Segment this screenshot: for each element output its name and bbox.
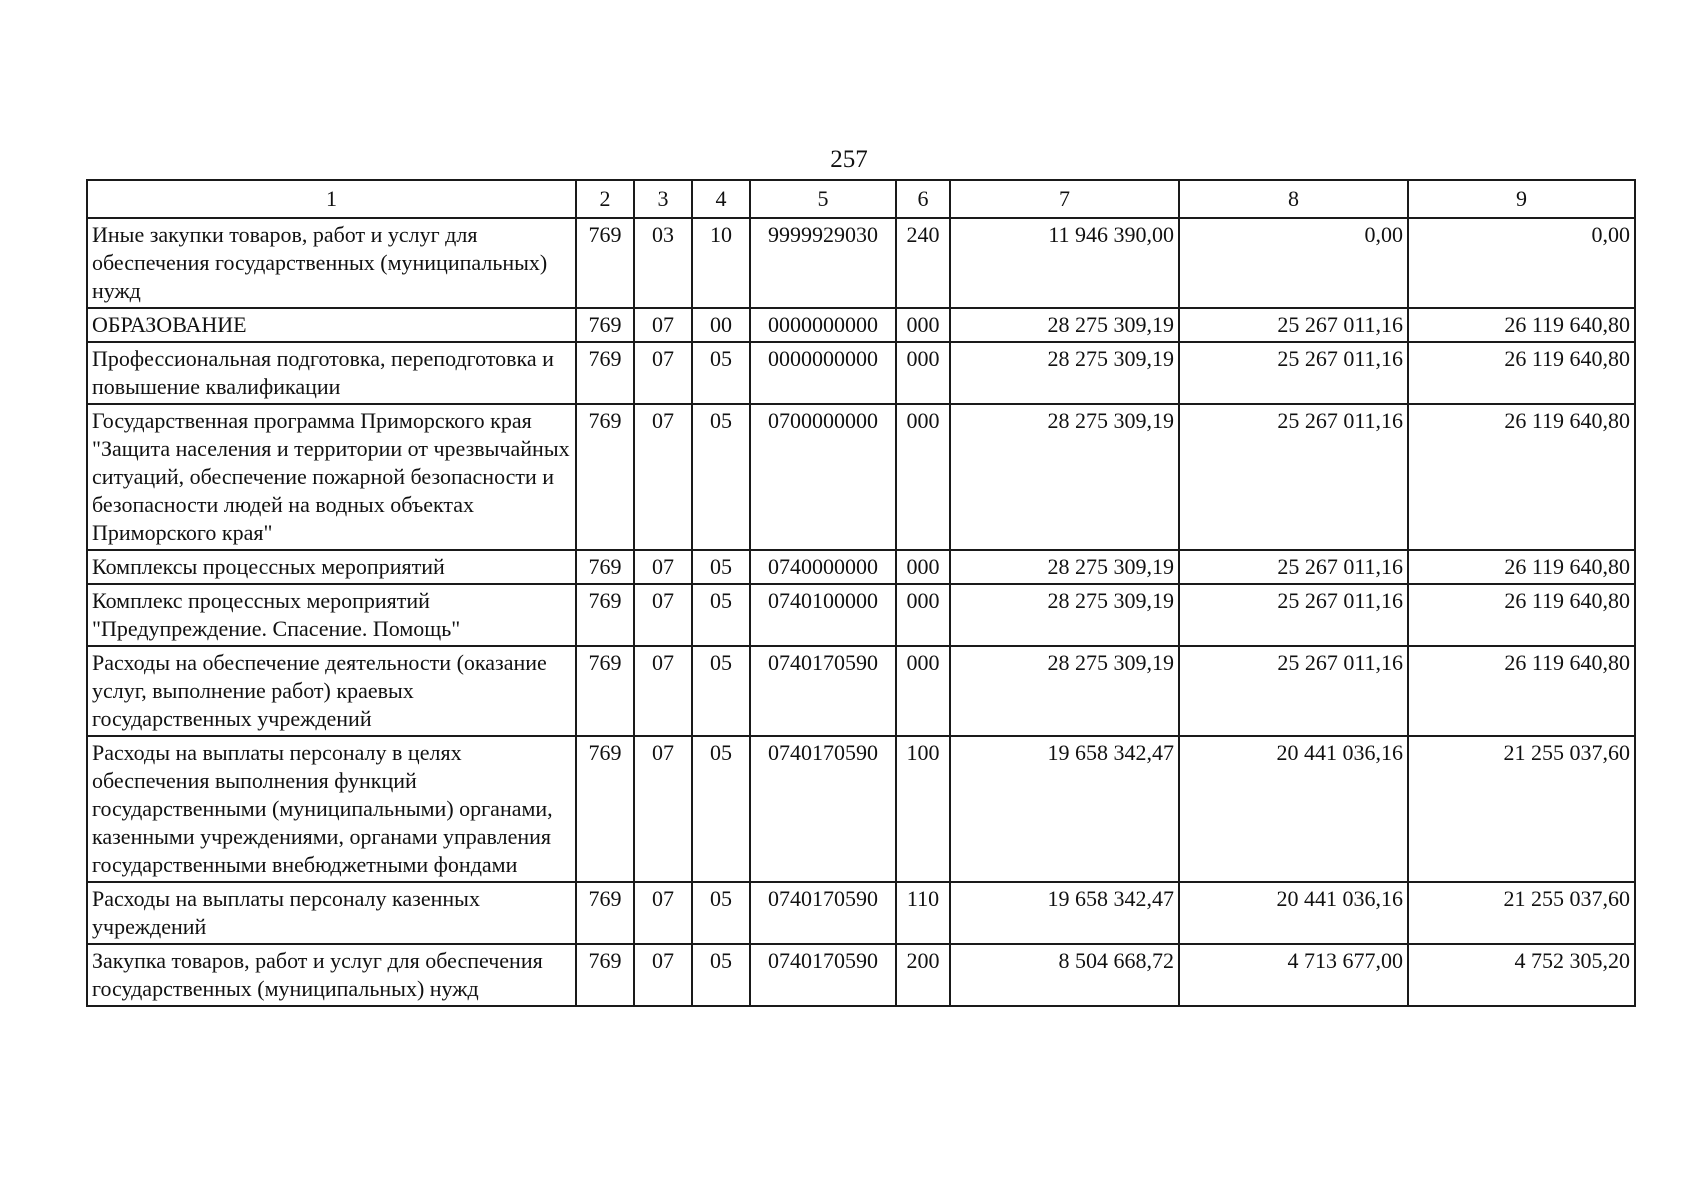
- row-col-5: 0740170590: [750, 944, 896, 1006]
- row-col-8: 25 267 011,16: [1179, 584, 1408, 646]
- row-col-4: 10: [692, 218, 750, 308]
- table-row: [87, 218, 1635, 308]
- row-col-5: 0740100000: [750, 584, 896, 646]
- row-col-4: 05: [692, 944, 750, 1006]
- row-col-6: 000: [896, 646, 950, 736]
- row-col-2: 769: [576, 584, 634, 646]
- table-row: [87, 550, 1635, 584]
- table-row: [87, 584, 1635, 646]
- table-row: [87, 944, 1635, 1006]
- row-col-3: 07: [634, 584, 692, 646]
- row-col-9: 21 255 037,60: [1408, 882, 1635, 944]
- header-cell-6: 6: [896, 180, 950, 218]
- row-col-2: 769: [576, 646, 634, 736]
- row-col-9: 26 119 640,80: [1408, 342, 1635, 404]
- row-col-6: 000: [896, 342, 950, 404]
- row-col-8: 20 441 036,16: [1179, 882, 1408, 944]
- row-col-3: 07: [634, 646, 692, 736]
- header-cell-5: 5: [750, 180, 896, 218]
- row-name: Расходы на выплаты персоналу в целях обеспечения выполнения функций государственными (муниципальными) органами, казенными учреждениями, органами управления государственными внебюджетными фондами: [87, 736, 576, 882]
- row-col-5: 0740170590: [750, 736, 896, 882]
- row-col-2: 769: [576, 736, 634, 882]
- row-col-8: 25 267 011,16: [1179, 342, 1408, 404]
- row-name: Профессиональная подготовка, переподготовка и повышение квалификации: [87, 342, 576, 404]
- row-name: Иные закупки товаров, работ и услуг для обеспечения государственных (муниципальных) нужд: [87, 218, 576, 308]
- header-cell-1: 1: [87, 180, 576, 218]
- row-col-2: 769: [576, 882, 634, 944]
- row-col-6: 100: [896, 736, 950, 882]
- row-col-9: 0,00: [1408, 218, 1635, 308]
- row-name: Расходы на обеспечение деятельности (оказание услуг, выполнение работ) краевых государственных учреждений: [87, 646, 576, 736]
- row-col-7: 28 275 309,19: [950, 550, 1179, 584]
- row-col-5: 0740170590: [750, 646, 896, 736]
- table-row: [87, 404, 1635, 550]
- row-col-2: 769: [576, 218, 634, 308]
- header-cell-3: 3: [634, 180, 692, 218]
- header-cell-9: 9: [1408, 180, 1635, 218]
- row-col-6: 110: [896, 882, 950, 944]
- row-col-7: 28 275 309,19: [950, 342, 1179, 404]
- row-col-6: 000: [896, 550, 950, 584]
- row-col-9: 26 119 640,80: [1408, 646, 1635, 736]
- row-col-2: 769: [576, 404, 634, 550]
- row-col-5: 0700000000: [750, 404, 896, 550]
- row-col-7: 11 946 390,00: [950, 218, 1179, 308]
- row-col-9: 26 119 640,80: [1408, 584, 1635, 646]
- row-col-4: 05: [692, 550, 750, 584]
- row-col-4: 00: [692, 308, 750, 342]
- row-col-4: 05: [692, 584, 750, 646]
- row-name: ОБРАЗОВАНИЕ: [87, 308, 576, 342]
- row-col-7: 28 275 309,19: [950, 308, 1179, 342]
- row-col-4: 05: [692, 882, 750, 944]
- table-row: [87, 882, 1635, 944]
- header-row: [87, 180, 1635, 218]
- row-col-3: 07: [634, 308, 692, 342]
- row-col-6: 000: [896, 404, 950, 550]
- row-col-6: 000: [896, 584, 950, 646]
- row-col-3: 07: [634, 944, 692, 1006]
- row-col-3: 07: [634, 404, 692, 550]
- table-row: [87, 342, 1635, 404]
- row-col-8: 25 267 011,16: [1179, 646, 1408, 736]
- row-col-6: 240: [896, 218, 950, 308]
- row-name: Закупка товаров, работ и услуг для обеспечения государственных (муниципальных) нужд: [87, 944, 576, 1006]
- header-cell-7: 7: [950, 180, 1179, 218]
- row-col-5: 0000000000: [750, 342, 896, 404]
- row-col-2: 769: [576, 944, 634, 1006]
- row-col-5: 0740000000: [750, 550, 896, 584]
- row-col-8: 0,00: [1179, 218, 1408, 308]
- header-cell-4: 4: [692, 180, 750, 218]
- row-col-3: 07: [634, 736, 692, 882]
- table-row: [87, 646, 1635, 736]
- row-col-4: 05: [692, 736, 750, 882]
- row-col-6: 200: [896, 944, 950, 1006]
- row-col-2: 769: [576, 308, 634, 342]
- row-col-7: 28 275 309,19: [950, 584, 1179, 646]
- row-col-3: 03: [634, 218, 692, 308]
- row-col-9: 26 119 640,80: [1408, 308, 1635, 342]
- row-name: Комплекс процессных мероприятий "Предупреждение. Спасение. Помощь": [87, 584, 576, 646]
- row-col-8: 25 267 011,16: [1179, 308, 1408, 342]
- row-col-9: 26 119 640,80: [1408, 550, 1635, 584]
- row-col-2: 769: [576, 550, 634, 584]
- row-col-4: 05: [692, 342, 750, 404]
- row-col-8: 25 267 011,16: [1179, 404, 1408, 550]
- row-col-9: 21 255 037,60: [1408, 736, 1635, 882]
- row-col-2: 769: [576, 342, 634, 404]
- row-col-7: 28 275 309,19: [950, 646, 1179, 736]
- table-row: [87, 308, 1635, 342]
- row-col-7: 19 658 342,47: [950, 882, 1179, 944]
- table-row: [87, 736, 1635, 882]
- row-name: Расходы на выплаты персоналу казенных учреждений: [87, 882, 576, 944]
- row-col-5: 0740170590: [750, 882, 896, 944]
- row-col-5: 0000000000: [750, 308, 896, 342]
- row-col-9: 4 752 305,20: [1408, 944, 1635, 1006]
- row-col-4: 05: [692, 646, 750, 736]
- row-name: Комплексы процессных мероприятий: [87, 550, 576, 584]
- row-col-8: 4 713 677,00: [1179, 944, 1408, 1006]
- page-number: 257: [830, 146, 868, 173]
- row-col-7: 28 275 309,19: [950, 404, 1179, 550]
- row-col-8: 25 267 011,16: [1179, 550, 1408, 584]
- row-col-7: 19 658 342,47: [950, 736, 1179, 882]
- row-col-8: 20 441 036,16: [1179, 736, 1408, 882]
- row-col-5: 9999929030: [750, 218, 896, 308]
- header-cell-2: 2: [576, 180, 634, 218]
- row-col-3: 07: [634, 550, 692, 584]
- row-col-4: 05: [692, 404, 750, 550]
- row-col-9: 26 119 640,80: [1408, 404, 1635, 550]
- row-col-3: 07: [634, 342, 692, 404]
- row-col-3: 07: [634, 882, 692, 944]
- header-cell-8: 8: [1179, 180, 1408, 218]
- row-name: Государственная программа Приморского края "Защита населения и территории от чрезвычайных ситуаций, обеспечение пожарной безопасности и безопасности людей на водных объектах Приморского края": [87, 404, 576, 550]
- budget-table: [86, 179, 1636, 1007]
- row-col-7: 8 504 668,72: [950, 944, 1179, 1006]
- row-col-6: 000: [896, 308, 950, 342]
